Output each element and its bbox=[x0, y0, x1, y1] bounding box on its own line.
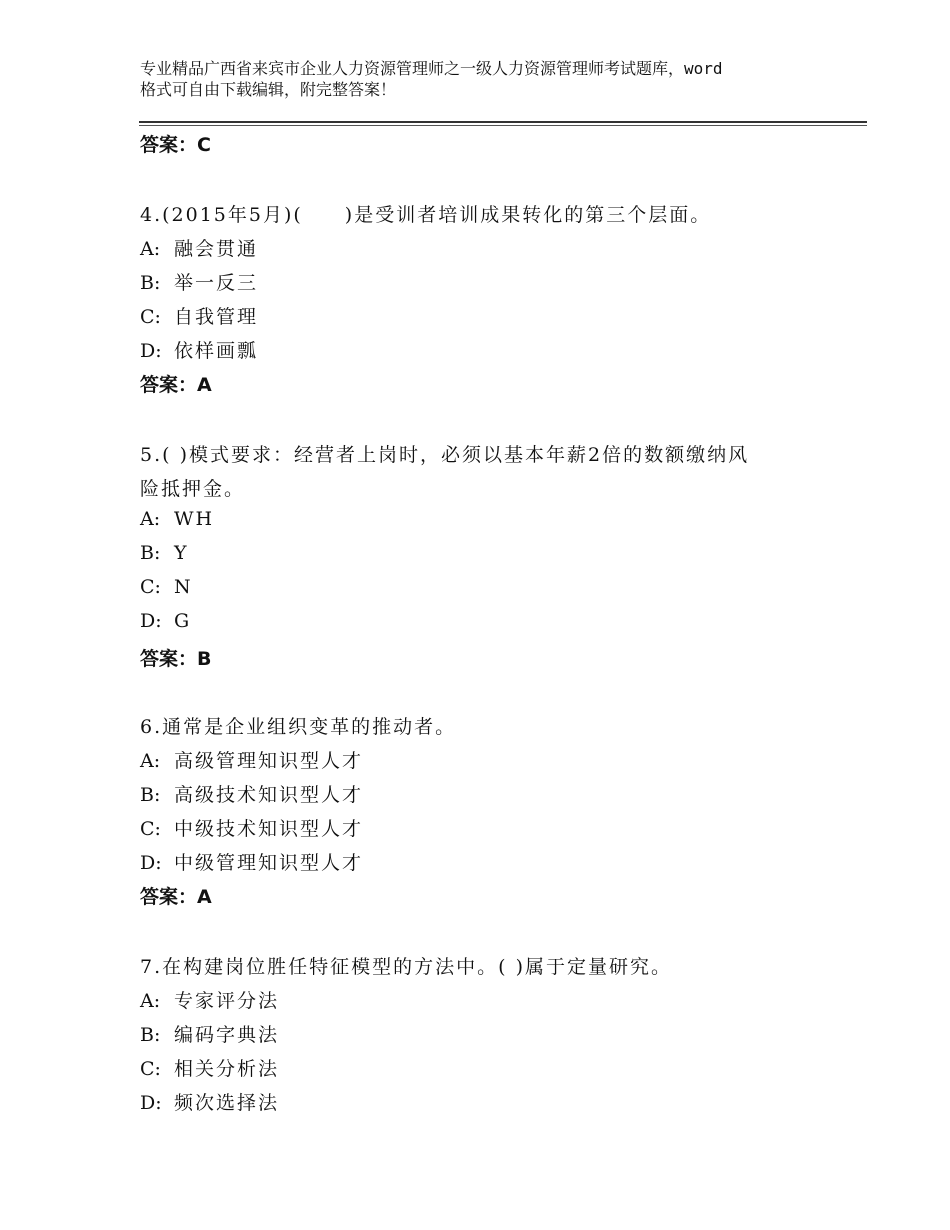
option-text: N bbox=[174, 576, 193, 598]
question-stem: 4.(2015年5月)( )是受训者培训成果转化的第三个层面。 bbox=[140, 204, 712, 226]
header-line-2: 格式可自由下载编辑，附完整答案！ bbox=[140, 80, 397, 99]
option-text: WH bbox=[174, 508, 215, 530]
question-stem: 7.在构建岗位胜任特征模型的方法中。( )属于定量研究。 bbox=[140, 956, 672, 978]
option-b bbox=[140, 1020, 279, 1047]
answer-line: 答案：A bbox=[140, 374, 212, 396]
option-text: 编码字典法 bbox=[174, 1024, 280, 1046]
option-c bbox=[140, 1054, 279, 1081]
option-text: Y bbox=[174, 542, 189, 564]
option-c bbox=[140, 576, 193, 598]
option-label: D: bbox=[140, 852, 162, 874]
header-divider-thick bbox=[139, 121, 867, 123]
option-text: 专家评分法 bbox=[174, 990, 280, 1012]
option-b bbox=[140, 542, 189, 564]
option-label: A: bbox=[140, 508, 161, 530]
option-a bbox=[140, 508, 214, 530]
option-label: B: bbox=[140, 272, 161, 294]
option-text: 自我管理 bbox=[174, 306, 259, 328]
option-text: 频次选择法 bbox=[174, 1092, 280, 1114]
header-divider-thin bbox=[139, 125, 867, 126]
header-line-1: 专业精品广西省来宾市企业人力资源管理师之一级人力资源管理师考试题库，word bbox=[140, 59, 723, 78]
option-label: B: bbox=[140, 1024, 161, 1046]
option-text: G bbox=[174, 610, 192, 632]
option-label: C: bbox=[140, 576, 161, 598]
option-label: B: bbox=[140, 784, 161, 806]
question-stem: 5.( )模式要求：经营者上岗时，必须以基本年薪2倍的数额缴纳风 bbox=[140, 444, 750, 466]
option-a bbox=[140, 746, 363, 773]
option-d bbox=[140, 610, 191, 632]
option-text: 中级管理知识型人才 bbox=[174, 852, 364, 874]
option-text: 中级技术知识型人才 bbox=[174, 818, 364, 840]
option-c bbox=[140, 814, 363, 841]
answer-line: 答案：C bbox=[140, 134, 211, 156]
option-label: C: bbox=[140, 1058, 161, 1080]
option-label: C: bbox=[140, 818, 161, 840]
option-label: D: bbox=[140, 340, 162, 362]
option-label: A: bbox=[140, 238, 161, 260]
option-label: A: bbox=[140, 750, 161, 772]
option-d bbox=[140, 848, 363, 875]
option-label: D: bbox=[140, 610, 162, 632]
option-text: 依样画瓢 bbox=[174, 340, 259, 362]
option-label: A: bbox=[140, 990, 161, 1012]
option-a bbox=[140, 234, 258, 261]
document-header bbox=[140, 58, 830, 100]
option-b bbox=[140, 268, 258, 295]
question-stem-cont: 险抵押金。 bbox=[140, 478, 246, 500]
option-text: 融会贯通 bbox=[174, 238, 259, 260]
option-text: 相关分析法 bbox=[174, 1058, 280, 1080]
option-text: 举一反三 bbox=[174, 272, 259, 294]
option-b bbox=[140, 780, 363, 807]
option-text: 高级管理知识型人才 bbox=[174, 750, 364, 772]
answer-line: 答案：B bbox=[140, 648, 212, 670]
option-text: 高级技术知识型人才 bbox=[174, 784, 364, 806]
option-d bbox=[140, 336, 258, 363]
option-a bbox=[140, 986, 279, 1013]
question-stem: 6.通常是企业组织变革的推动者。 bbox=[140, 716, 457, 738]
option-label: B: bbox=[140, 542, 161, 564]
option-d bbox=[140, 1088, 279, 1115]
option-label: C: bbox=[140, 306, 161, 328]
option-c bbox=[140, 302, 258, 329]
answer-line: 答案：A bbox=[140, 886, 212, 908]
option-label: D: bbox=[140, 1092, 162, 1114]
